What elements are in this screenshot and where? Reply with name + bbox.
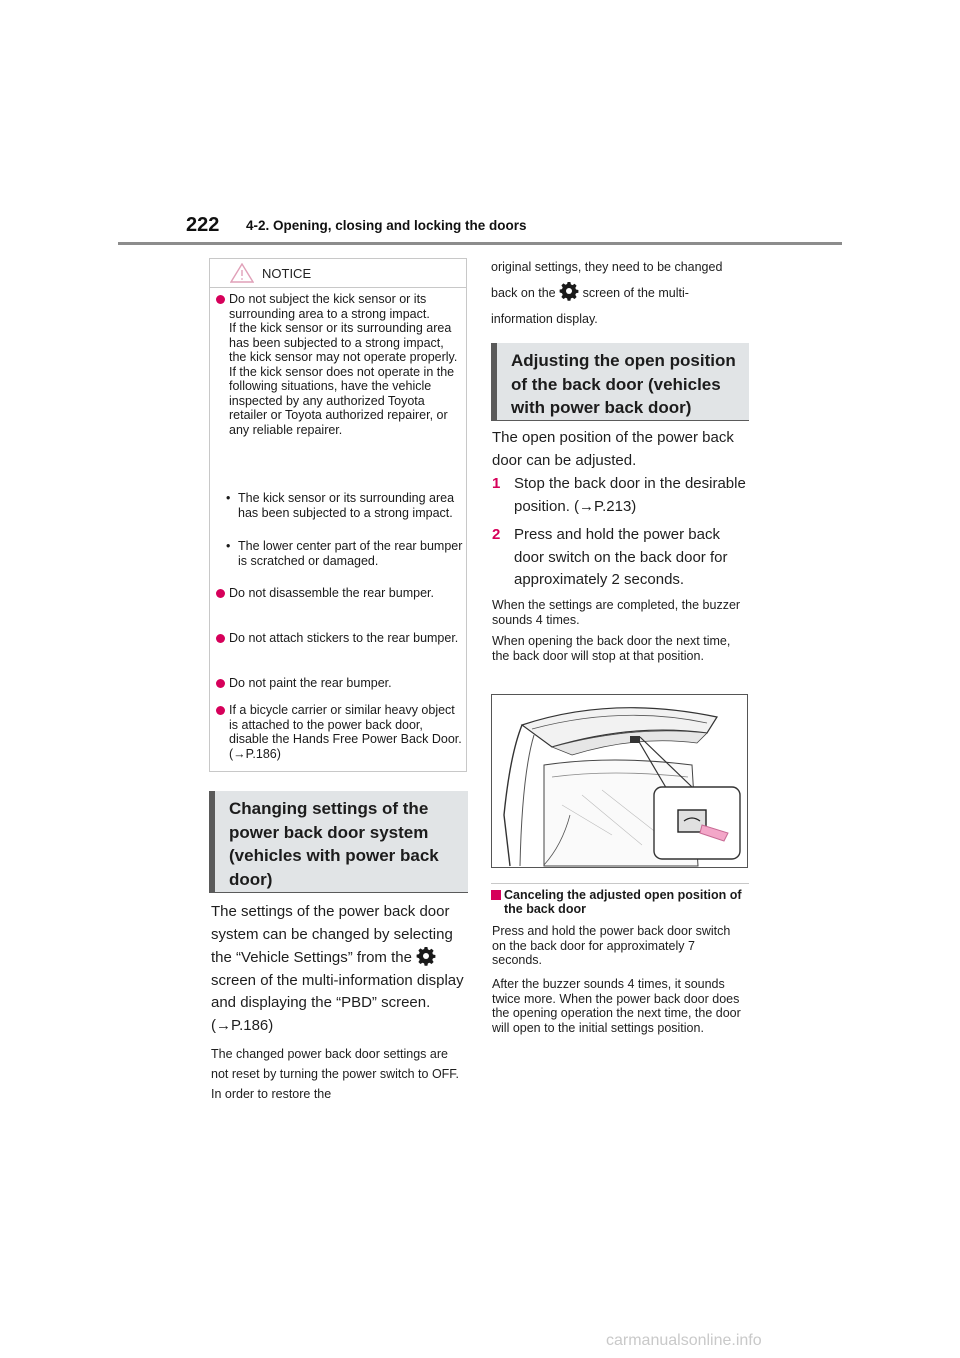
changing-settings-note: The changed power back door settings are not reset by turning the power switch to OFF. In order to restore the xyxy=(211,1047,460,1101)
adjusting-intro: The open position of the power back door can be adjusted. xyxy=(492,429,734,469)
step-item xyxy=(492,473,748,518)
step-number: 1 xyxy=(492,475,501,492)
notice-divider xyxy=(210,287,466,288)
notice-header xyxy=(210,259,466,287)
changing-settings-note-continued: original settings, they need to be changed back on the screen of the multi-information display. xyxy=(491,260,723,326)
notice-label: NOTICE xyxy=(262,266,312,281)
page-number: 222 xyxy=(186,214,220,236)
notice-subitem: • The kick sensor or its surrounding area has been subjected to a strong impact. xyxy=(226,491,455,520)
figure-divider xyxy=(491,883,749,884)
settings-gear-icon xyxy=(416,946,436,966)
notice-item: Do not paint the rear bumper. xyxy=(216,676,462,691)
notice-item: If a bicycle carrier or similar heavy object is attached to the power back door, disable the Hands Free Power Back Door. (→P.186) xyxy=(216,703,462,761)
bullet-dot-icon xyxy=(216,634,225,643)
step-number: 2 xyxy=(492,526,501,543)
canceling-paragraph: Press and hold the power back door switch on the back door for approximately 7 seconds. xyxy=(492,924,731,967)
watermark: carmanualsonline.info xyxy=(606,1332,762,1349)
changing-settings-paragraph: The settings of the power back door system can be changed by selecting the “Vehicle Settings” from the screen of the multi-information display and displaying the “PBD” screen. (→P.186) xyxy=(211,903,464,1034)
header-rule xyxy=(118,242,842,245)
adjusting-note: When the settings are completed, the buzzer sounds 4 times. xyxy=(492,598,741,627)
step-item xyxy=(492,524,748,592)
canceling-paragraph: After the buzzer sounds 4 times, it sounds twice more. When the power back door does the opening operation the next time, the door will open to the initial settings position. xyxy=(492,977,741,1035)
step-text: Press and hold the power back door switch on the back door for approximately 2 seconds. xyxy=(514,526,728,588)
bullet-dot-icon xyxy=(216,706,225,715)
notice-box xyxy=(209,258,467,772)
section-title: 4-2. Opening, closing and locking the doors xyxy=(246,218,527,233)
notice-item: Do not attach stickers to the rear bumper. xyxy=(216,631,462,646)
back-door-drawing xyxy=(492,695,747,867)
notice-item: Do not disassemble the rear bumper. xyxy=(216,586,462,601)
notice-subitem: • The lower center part of the rear bumper is scratched or damaged. xyxy=(226,539,463,568)
bullet-dot-icon xyxy=(216,589,225,598)
adjusting-note: When opening the back door the next time, the back door will stop at that position. xyxy=(492,634,731,663)
square-bullet-icon xyxy=(491,890,501,900)
notice-item: Do not subject the kick sensor or its surrounding area to a strong impact. If the kick sensor or its surrounding area has been subjected to a strong impact, the kick sensor may not operate properly. If the kick sensor does not operate in the following situations, have the vehicle inspected by any authorized Toyota retailer or Toyota authorized repairer, or any reliable repairer. xyxy=(216,292,462,437)
adjusting-open-position-heading: Adjusting the open position of the back door (vehicles with power back door) xyxy=(491,343,749,421)
bullet-dot-icon xyxy=(216,679,225,688)
canceling-subheading: Canceling the adjusted open position of the back door xyxy=(491,888,749,916)
bullet-dot-icon xyxy=(216,295,225,304)
warning-triangle-icon xyxy=(230,263,254,283)
changing-settings-heading: Changing settings of the power back door system (vehicles with power back door) xyxy=(209,791,468,893)
step-text: Stop the back door in the desirable position. (→P.213) xyxy=(514,475,746,515)
settings-gear-icon xyxy=(559,281,579,301)
back-door-illustration xyxy=(491,694,748,868)
